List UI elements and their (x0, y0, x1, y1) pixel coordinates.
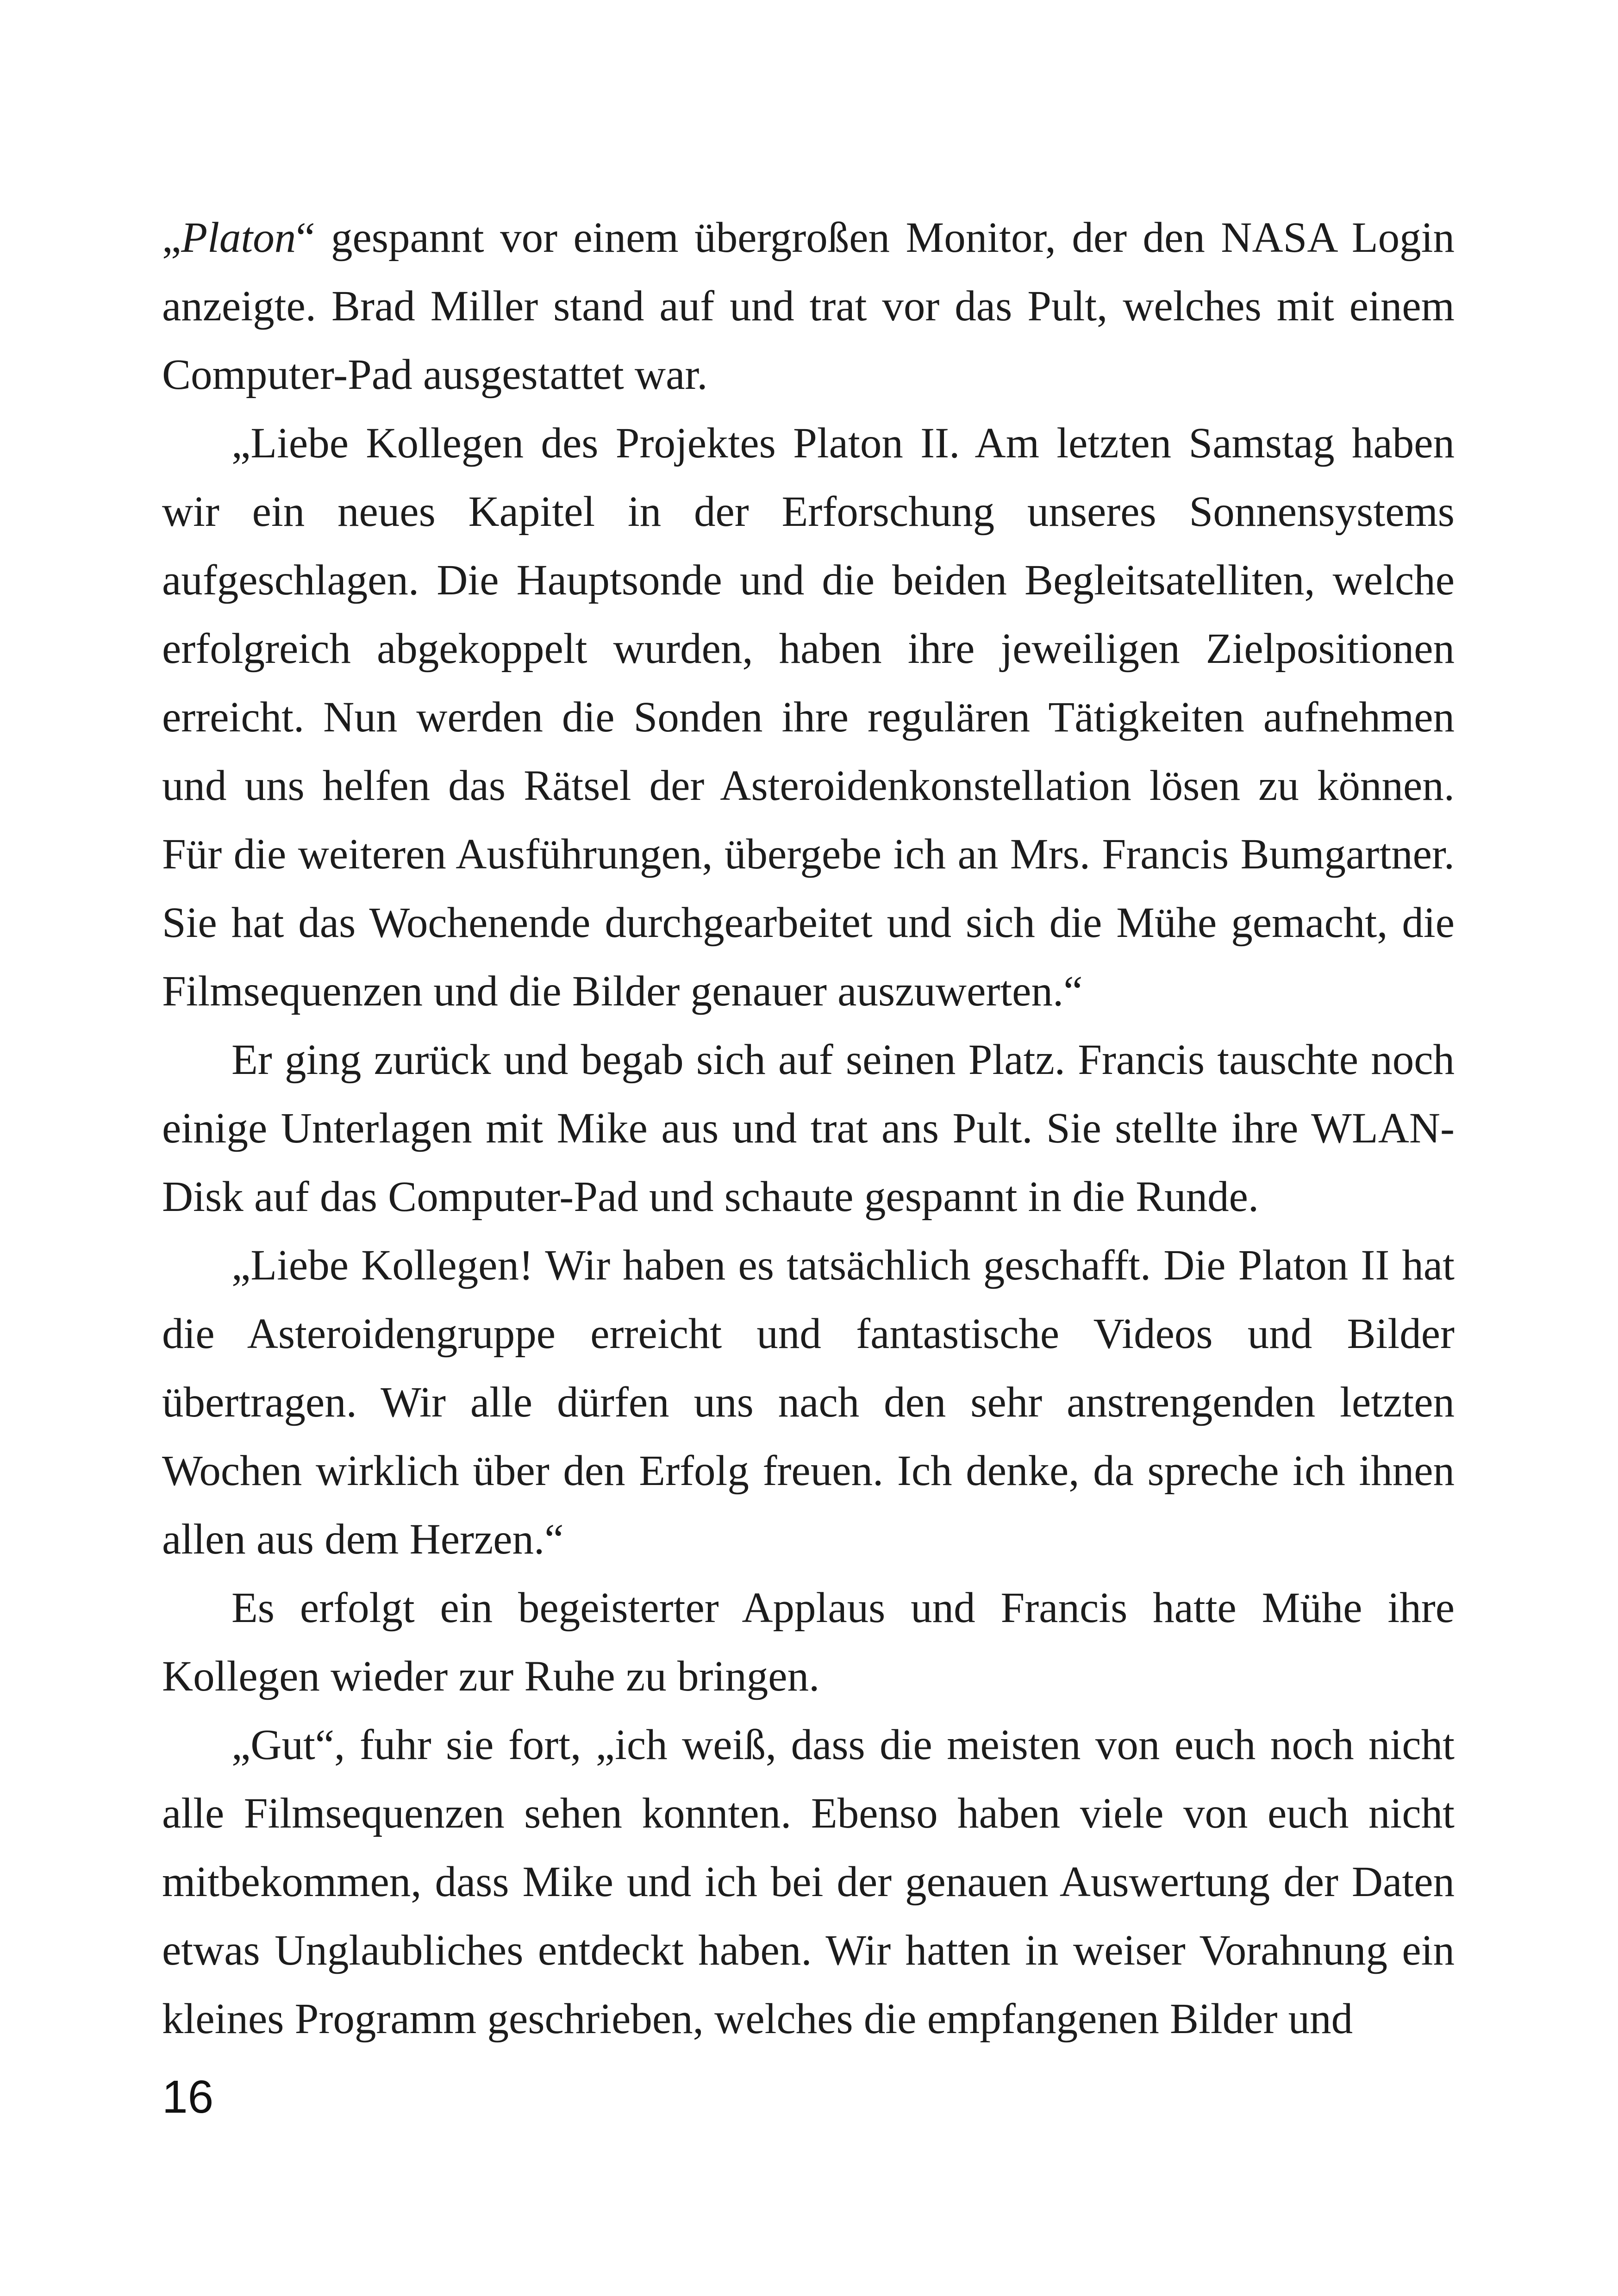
paragraph-6: „Gut“, fuhr sie fort, „ich weiß, dass die meisten von euch noch nicht alle Filmsequenzen sehen konnten. Ebenso haben viele von euch nicht mitbekommen, dass Mike und ich bei der genauen Auswertung der Daten etwas Unglaubliches entdeckt haben. Wir hatten in weiser Vorahnung ein kleines Programm geschrieben, welches die empfangenen Bilder und (162, 1721, 1455, 2043)
paragraph-1-text: “ gespannt vor einem übergroßen Monitor, der den NASA Login anzeigte. Brad Miller stand auf und trat vor das Pult, welches mit einem Computer-Pad ausgestattet war. (162, 214, 1455, 399)
paragraph-4: „Liebe Kollegen! Wir haben es tatsächlich geschafft. Die Platon II hat die Asteroidengruppe erreicht und fantastische Videos und Bilder übertragen. Wir alle dürfen uns nach den sehr anstrengenden letzten Wochen wirklich über den Erfolg freuen. Ich denke, da spreche ich ihnen allen aus dem Herzen.“ (162, 1242, 1455, 1563)
body-text (162, 204, 1455, 2053)
paragraph-1-italic-title: Platon (181, 214, 296, 262)
paragraph-1 (162, 204, 1455, 409)
paragraph-2: „Liebe Kollegen des Projektes Platon II. Am letzten Samstag haben wir ein neues Kapitel in der Erforschung unseres Sonnensystems aufgeschlagen. Die Hauptsonde und die beiden Begleitsatelliten, welche erfolgreich abgekoppelt wurden, haben ihre jeweiligen Zielpositionen erreicht. Nun werden die Sonden ihre regulären Tätigkeiten aufnehmen und uns helfen das Rätsel der Asteroidenkonstellation lösen zu können. Für die weiteren Ausführungen, übergebe ich an Mrs. Francis Bumgartner. Sie hat das Wochenende durchgearbeitet und sich die Mühe gemacht, die Filmsequenzen und die Bilder genauer auszuwerten.“ (162, 419, 1455, 1015)
paragraph-5: Es erfolgt ein begeisterter Applaus und Francis hatte Mühe ihre Kollegen wieder zur Ruhe zu bringen. (162, 1584, 1455, 1700)
page-number: 16 (162, 2071, 214, 2123)
paragraph-3: Er ging zurück und begab sich auf seinen Platz. Francis tauschte noch einige Unterlagen mit Mike aus und trat ans Pult. Sie stellte ihre WLAN-Disk auf das Computer-Pad und schaute gespannt in die Runde. (162, 1036, 1455, 1221)
paragraph-1-open-quote: „ (162, 214, 181, 262)
